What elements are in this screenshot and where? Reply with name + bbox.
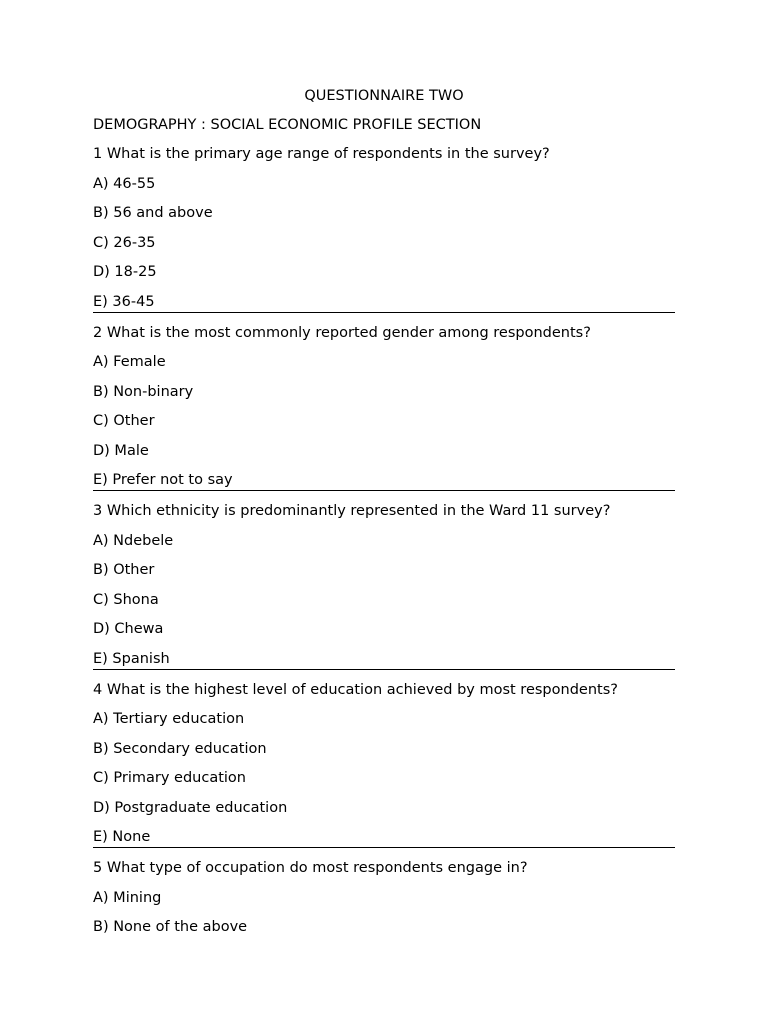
section-heading: DEMOGRAPHY : SOCIAL ECONOMIC PROFILE SECTION	[93, 117, 482, 133]
answer-option: C) 26-35	[93, 234, 156, 251]
question-block	[93, 858, 675, 937]
document-page	[93, 86, 675, 947]
page-title: QUESTIONNAIRE TWO	[304, 88, 464, 104]
answer-option: C) Shona	[93, 591, 159, 608]
question-text: 1 What is the primary age range of respondents in the survey?	[93, 146, 550, 162]
answer-option: E) None	[93, 829, 151, 845]
answer-option: D) Male	[93, 442, 149, 459]
answer-option: E) 36-45	[93, 293, 155, 310]
answer-option: C) Primary education	[93, 770, 246, 786]
question-text: 2 What is the most commonly reported gender among respondents?	[93, 324, 591, 341]
answer-option: B) None of the above	[93, 919, 248, 935]
question-block	[93, 680, 675, 849]
answer-option: B) Secondary education	[93, 740, 267, 757]
answer-option: C) Other	[93, 413, 155, 429]
question-block	[93, 144, 675, 313]
answer-option: D) 18-25	[93, 264, 157, 280]
answer-option: A) Tertiary education	[93, 711, 245, 727]
answer-option: E) Spanish	[93, 650, 170, 667]
answer-option: E) Prefer not to say	[93, 472, 233, 488]
answer-option: A) Female	[93, 354, 166, 370]
question-text: 5 What type of occupation do most respondents engage in?	[93, 860, 528, 876]
answer-option: B) Other	[93, 562, 155, 578]
question-list	[93, 144, 675, 937]
answer-option: D) Chewa	[93, 621, 164, 637]
answer-option: B) Non-binary	[93, 383, 194, 400]
question-block	[93, 501, 675, 670]
answer-option: A) Mining	[93, 889, 162, 906]
answer-option: A) Ndebele	[93, 532, 174, 549]
question-block	[93, 323, 675, 492]
answer-option: A) 46-55	[93, 175, 156, 192]
question-text: 3 Which ethnicity is predominantly represented in the Ward 11 survey?	[93, 503, 611, 519]
answer-option: B) 56 and above	[93, 205, 213, 221]
answer-option: D) Postgraduate education	[93, 799, 288, 816]
question-text: 4 What is the highest level of education achieved by most respondents?	[93, 681, 618, 698]
